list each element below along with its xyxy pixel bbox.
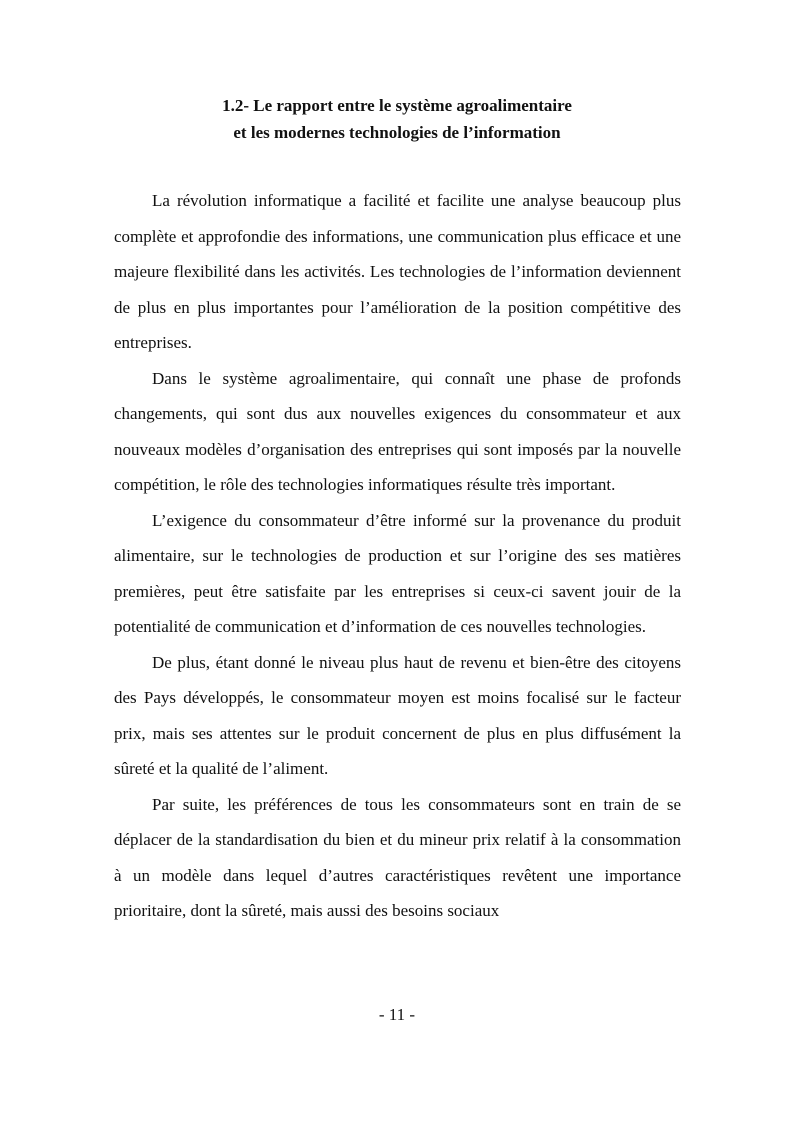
- section-heading-line-1: 1.2- Le rapport entre le système agroalimentaire: [222, 96, 572, 115]
- page-number: - 11 -: [378, 1005, 416, 1024]
- section-heading-line-2: et les modernes technologies de l’information: [233, 123, 561, 142]
- paragraph-5: Par suite, les préférences de tous les consommateurs sont en train de se déplacer de la standardisation du bien et du mineur prix relatif à la consommation à un modèle dans lequel d’autres caractéristiques revêtent une importance prioritaire, dont la sûreté, mais aussi des besoins sociaux: [114, 794, 681, 920]
- section-heading: [112, 92, 682, 146]
- body-text: [114, 183, 681, 929]
- paragraph-2: Dans le système agroalimentaire, qui connaît une phase de profonds changements, qui sont dus aux nouvelles exigences du consommateur et aux nouveaux modèles d’organisation des entreprises qui sont imposés par la nouvelle compétition, le rôle des technologies informatiques résulte très important.: [114, 368, 681, 494]
- paragraph-4: De plus, étant donné le niveau plus haut de revenu et bien-être des citoyens des Pays développés, le consommateur moyen est moins focalisé sur le facteur prix, mais ses attentes sur le produit concernent de plus en plus diffusément la sûreté et la qualité de l’aliment.: [114, 652, 681, 778]
- paragraph-3: L’exigence du consommateur d’être informé sur la provenance du produit alimentaire, sur le technologies de production et sur l’origine des ses matières premières, peut être satisfaite par les entreprises si ceux-ci savent jouir de la potentialité de communication et d’information de ces nouvelles technologies.: [114, 510, 681, 636]
- paragraph-1: La révolution informatique a facilité et facilite une analyse beaucoup plus complète et approfondie des informations, une communication plus efficace et une majeure flexibilité dans les activités. Les technologies de l’information deviennent de plus en plus importantes pour l’amélioration de la position compétitive des entreprises.: [114, 191, 681, 352]
